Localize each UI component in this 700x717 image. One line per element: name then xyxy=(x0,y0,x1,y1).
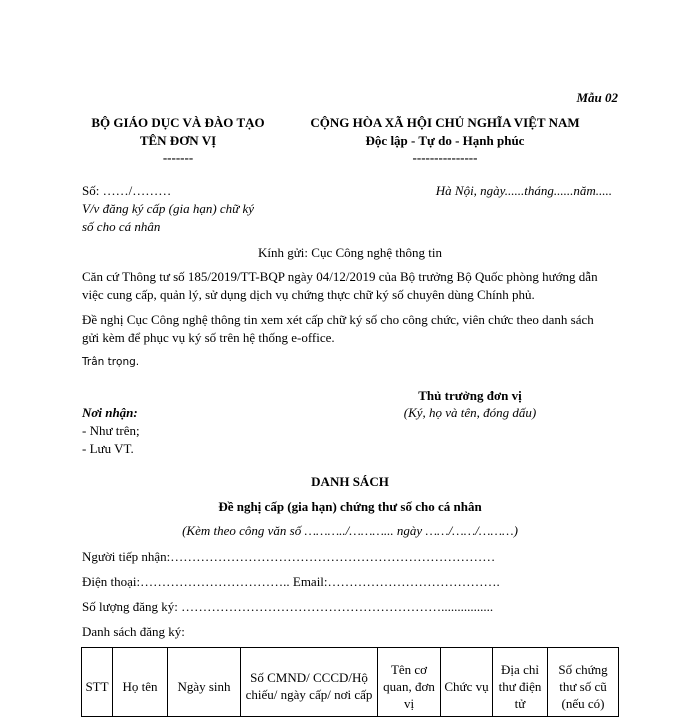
list-subtitle: Đề nghị cấp (gia hạn) chứng thư số cho cá nhân xyxy=(218,499,482,514)
column-header-old-cert: Số chứng thư số cũ (nếu có) xyxy=(548,648,619,717)
column-header-email: Địa chỉ thư điện tử xyxy=(493,648,548,717)
left-rule: ------- xyxy=(162,150,194,165)
column-header-position: Chức vụ xyxy=(441,648,493,717)
column-header-id: Số CMND/ CCCD/Hộ chiếu/ ngày cấp/ nơi cấp xyxy=(241,648,378,717)
registration-list-label: Danh sách đăng ký: xyxy=(82,624,185,639)
receiver-field: Người tiếp nhận:………………………………………………………………… xyxy=(82,549,496,564)
receiver-item: - Như trên; xyxy=(82,423,140,438)
column-header-birthdate: Ngày sinh xyxy=(168,648,241,717)
subject-line-2: số cho cá nhân xyxy=(82,219,161,234)
signature-note: (Ký, họ và tên, đóng dấu) xyxy=(403,405,537,420)
count-field: Số lượng đăng ký: ……………………………………………………................ xyxy=(82,599,494,614)
receiver-item: - Lưu VT. xyxy=(82,441,134,456)
closing-text: Trân trọng. xyxy=(82,356,140,368)
ministry-name: BỘ GIÁO DỤC VÀ ĐÀO TẠO xyxy=(91,115,265,130)
national-motto: Độc lập - Tự do - Hạnh phúc xyxy=(365,133,525,148)
form-code: Mẫu 02 xyxy=(576,90,618,105)
place-date: Hà Nội, ngày......tháng......năm..... xyxy=(435,183,612,198)
column-header-name: Họ tên xyxy=(113,648,168,717)
list-title: DANH SÁCH xyxy=(311,474,389,489)
document-number: Số: ……/……… xyxy=(82,183,172,198)
country-name: CỘNG HÒA XÃ HỘI CHỦ NGHĨA VIỆT NAM xyxy=(310,115,580,130)
signature-title: Thủ trưởng đơn vị xyxy=(418,388,522,403)
attachment-line: (Kèm theo công văn số ………../………... ngày ……/……/………) xyxy=(182,523,518,538)
phone-email-field: Điện thoại:…………………………….. Email:…………………………………. xyxy=(82,574,500,589)
unit-name: TÊN ĐƠN VỊ xyxy=(139,133,217,148)
subject-line-1: V/v đăng ký cấp (gia hạn) chữ ký xyxy=(82,201,255,216)
body-paragraph-1: Căn cứ Thông tư số 185/2019/TT-BQP ngày 04/12/2019 của Bộ trưởng Bộ Quốc phòng hướng dẫn việc cung cấp, quản lý, sử dụng dịch vụ chứng thực chữ ký số chuyên dùng Chính phủ. xyxy=(82,269,598,302)
receivers-label: Nơi nhận: xyxy=(82,405,138,420)
right-rule: --------------- xyxy=(412,150,478,165)
registration-table xyxy=(81,647,619,717)
column-header-stt: STT xyxy=(82,648,113,717)
recipient-line: Kính gửi: Cục Công nghệ thông tin xyxy=(258,245,442,260)
table-header-row xyxy=(82,648,619,717)
body-paragraph-2: Đề nghị Cục Công nghệ thông tin xem xét cấp chữ ký số cho công chức, viên chức theo danh sách gửi kèm để phục vụ ký số trên hệ thống e-office. xyxy=(82,312,594,345)
column-header-organization: Tên cơ quan, đơn vị xyxy=(378,648,441,717)
